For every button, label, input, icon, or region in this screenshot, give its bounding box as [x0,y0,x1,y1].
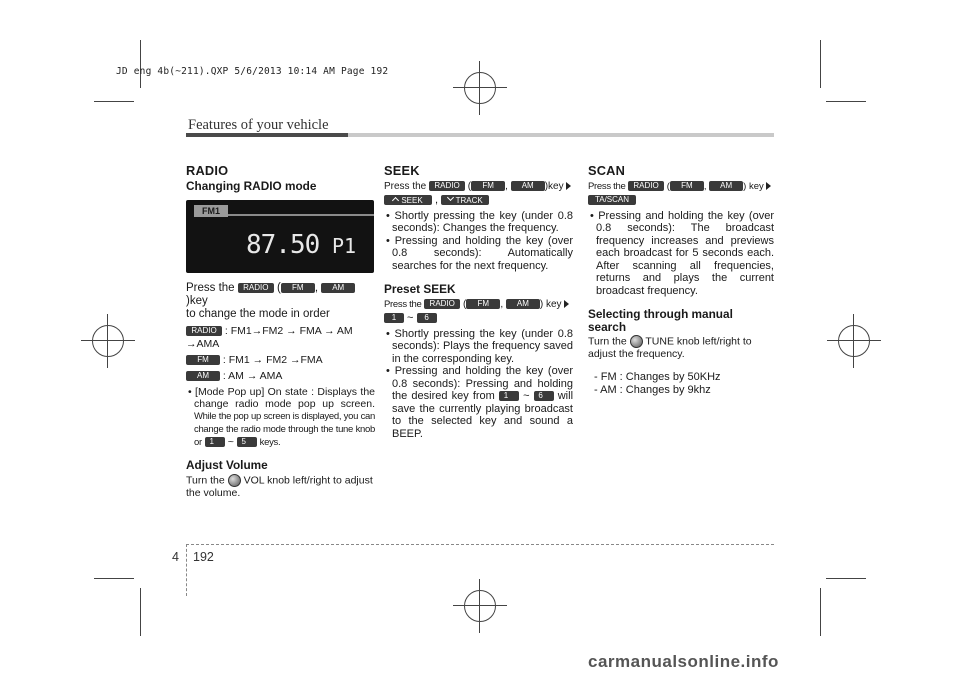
section-heading-radio: RADIO [186,163,229,178]
am-key-icon: AM [186,371,220,381]
preset-bullet-short: • Shortly pressing the key (under 0.8 seconds): Plays the frequency saved in the corresponding key. [386,327,573,365]
seek-instruction: Press the RADIO ( FM , AM )key [384,181,573,194]
crop-mark [820,588,821,636]
fm-step: - FM : Changes by 50KHz [594,370,721,383]
fm-key-icon: FM [471,181,505,191]
fm-key-icon: FM [670,181,704,191]
watermark: carmanualsonline.info [588,652,779,671]
preset-5-key-icon: 5 [237,437,257,447]
preset-6-key-icon: 6 [534,391,554,401]
mode-popup-bullet: • [Mode Pop up] On state : Displays the change radio mode pop up screen. While the pop up screen is displayed, you can change the radio mode through the tune knob or 1 ~ 5 keys. [188,386,375,448]
radio-key-icon: RADIO [186,326,222,336]
crop-mark [826,578,866,579]
radio-display-image [186,200,374,273]
mode-instruction-line2: to change the mode in order [186,308,330,320]
section-heading-seek: SEEK [384,163,420,178]
radio-key-icon: RADIO [238,283,274,293]
mode-instruction: Press the RADIO ( FM , AM)key [186,282,375,308]
radio-key-icon: RADIO [429,181,465,191]
section-heading-scan: SCAN [588,163,626,178]
column-radio-body [186,282,375,500]
am-step: - AM : Changes by 9khz [594,384,711,396]
track-key-icon: TRACK [441,195,489,205]
crop-mark [826,101,866,102]
radio-sequence: RADIO : FM1→FM2 → FMA → AM →AMA [186,325,353,350]
crop-mark [140,40,141,88]
display-band-tab: FM1 [194,205,228,217]
preset-1-key-icon: 1 [499,391,519,401]
crop-mark [820,40,821,88]
volume-instruction: Turn the VOL knob left/right to adjust the volume. [186,474,373,499]
seek-bullet-short: • Shortly pressing the key (under 0.8 seconds): Changes the frequency. [386,209,573,234]
subheading-preset-seek: Preset SEEK [384,282,456,296]
crop-mark [140,588,141,636]
display-frequency: 87.50 [246,230,320,260]
preset-6-key-icon: 6 [417,313,437,323]
scan-bullet-hold: • Pressing and holding the key (over 0.8 seconds): The broadcast frequency increases and previews each broadcast for 5 seconds each. After scanning all frequencies, returns and plays the current broadcast frequency. [590,209,774,297]
display-tab-line [228,214,374,216]
chapter-number: 4 [172,550,179,564]
header-rule-accent [186,133,348,137]
scan-instruction: Press the RADIO ( FM , AM ) key [588,181,774,194]
seek-track-keys: SEEK , TRACK [384,194,573,207]
column-radio [186,165,375,192]
preset-key-range: 1 ~ 6 [384,312,573,325]
registration-mark [464,72,496,104]
footer-rule-vertical [186,544,187,596]
am-sequence: AM : AM → AMA [186,370,375,383]
display-preset: P1 [332,234,357,258]
chevron-up-icon [392,197,399,204]
manual-instruction: Turn the TUNE knob left/right to adjust the frequency. [588,335,752,360]
seek-bullet-hold: • Pressing and holding the key (over 0.8 seconds): Automatically searches for the next frequency. [386,234,573,272]
am-key-icon: AM [709,181,743,191]
page-number: 192 [193,550,214,564]
arrow-right-icon [564,300,569,308]
fm-sequence: FM : FM1 → FM2 →FMA [186,354,375,367]
page-header-title: Features of your vehicle [188,117,329,133]
am-key-icon: AM [506,299,540,309]
crop-mark [94,101,134,102]
subheading-changing-mode: Changing RADIO mode [186,178,317,193]
preset-1-key-icon: 1 [205,437,225,447]
registration-mark [92,325,124,357]
column-seek [384,165,573,440]
arrow-right-icon [566,182,571,190]
subheading-manual-search: Selecting through manual search [588,307,733,334]
radio-key-icon: RADIO [424,299,460,309]
ta-scan-key-icon: TA/SCAN [588,195,636,205]
knob-icon [228,474,241,487]
chevron-down-icon [447,194,454,201]
scan-key [588,194,774,207]
column-scan [588,165,774,397]
preset-instruction: Press the RADIO ( FM , AM ) key [384,299,573,312]
registration-mark [838,325,870,357]
fm-key-icon: FM [186,355,220,365]
arrow-right-icon [766,182,771,190]
am-key-icon: AM [321,283,355,293]
fm-key-icon: FM [281,283,315,293]
seek-key-icon: SEEK [384,195,432,205]
fm-key-icon: FM [466,299,500,309]
registration-mark [464,590,496,622]
print-slug: JD eng 4b(~211).QXP 5/6/2013 10:14 AM Page 192 [116,66,389,77]
preset-bullet-hold: • Pressing and holding the key (over 0.8 seconds): Pressing and holding the desired key from 1 ~ 6 will save the currently playing broadcast to the selected key and sound a BEEP. [386,365,574,440]
crop-mark [94,578,134,579]
radio-key-icon: RADIO [628,181,664,191]
subheading-adjust-volume: Adjust Volume [186,458,268,472]
am-key-icon: AM [511,181,545,191]
preset-1-key-icon: 1 [384,313,404,323]
footer-rule [186,544,774,545]
knob-icon [630,335,643,348]
